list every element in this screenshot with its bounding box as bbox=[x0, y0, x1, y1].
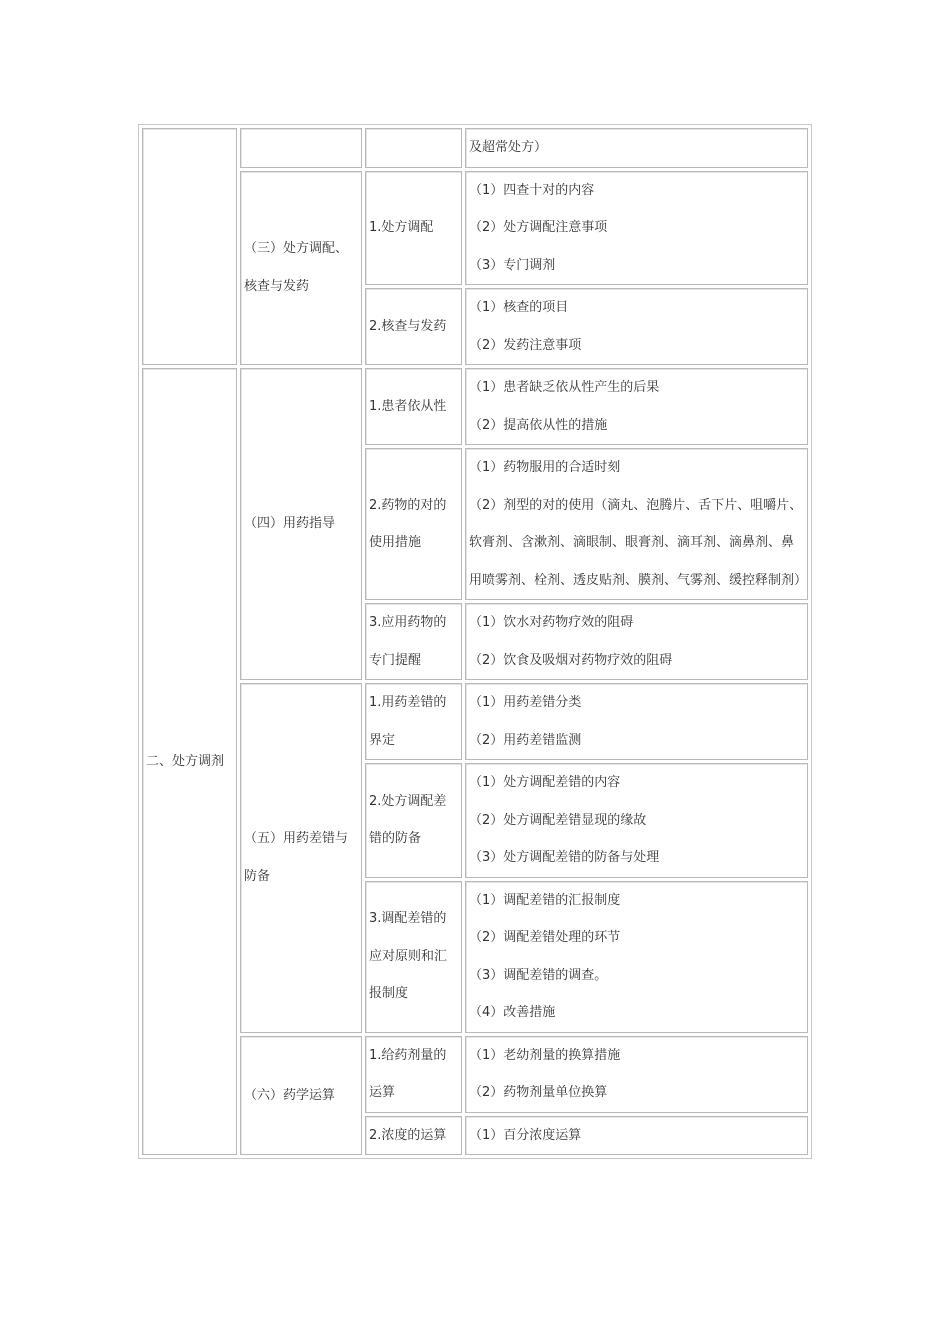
points-cell bbox=[465, 448, 808, 600]
section-title: 二、处方调剂 bbox=[146, 753, 225, 769]
subsection-cell bbox=[240, 128, 362, 168]
table-row bbox=[142, 171, 808, 286]
point-text: （1）老幼剂量的换算措施 bbox=[469, 1047, 621, 1063]
point-text: （1）百分浓度运算 bbox=[469, 1127, 582, 1143]
syllabus-table bbox=[138, 124, 812, 1159]
point-text: （1）处方调配差错的内容 bbox=[469, 775, 621, 790]
points-cell bbox=[465, 1036, 808, 1113]
point-text: （2）提高依从性的措施 bbox=[469, 417, 608, 433]
section-cell-blank bbox=[142, 128, 237, 365]
point-text: （2）剂型的对的使用（滴丸、泡腾片、舌下片、咀嚼片、软膏剂、含漱剂、滴眼制、眼膏剂、滴耳剂、滴鼻剂、鼻用喷雾剂、栓剂、透皮贴剂、膜剂、气雾剂、缓控释制剂） bbox=[469, 497, 808, 588]
point-text: （1）患者缺乏依从性产生的后果 bbox=[469, 380, 660, 395]
point-text: （1）用药差错分类 bbox=[469, 695, 582, 710]
point-text: （2）饮食及吸烟对药物疗效的阻碍 bbox=[469, 652, 673, 668]
points-cell bbox=[465, 683, 808, 760]
point-text: （2）发药注意事项 bbox=[469, 337, 582, 353]
point-text: （1）核查的项目 bbox=[469, 300, 569, 315]
item-cell: 2.处方调配差错的防备 bbox=[365, 763, 462, 878]
point-text: （1）调配差错的汇报制度 bbox=[469, 892, 621, 908]
section-cell bbox=[142, 368, 237, 1155]
point-text: （2）调配差错处理的环节 bbox=[469, 930, 621, 945]
item-cell: 1.处方调配 bbox=[365, 171, 462, 286]
table-row bbox=[142, 368, 808, 445]
point-text: （3）处方调配差错的防备与处理 bbox=[469, 850, 660, 865]
points-cell bbox=[465, 171, 808, 286]
point-text: （1）饮水对药物疗效的阻碍 bbox=[469, 615, 634, 630]
points-cell bbox=[465, 881, 808, 1033]
point-text: （4）改善措施 bbox=[469, 1005, 556, 1020]
point-text: （2）处方调配注意事项 bbox=[469, 220, 608, 235]
item-cell: 3.应用药物的专门提醒 bbox=[365, 603, 462, 680]
table-row bbox=[142, 128, 808, 168]
subsection-cell: （三）处方调配、核查与发药 bbox=[240, 171, 362, 366]
table-row bbox=[142, 1036, 808, 1113]
item-cell bbox=[365, 128, 462, 168]
point-text: （3）专门调剂 bbox=[469, 257, 556, 273]
point-text: 及超常处方） bbox=[469, 140, 548, 155]
point-text: （1）药物服用的合适时刻 bbox=[469, 460, 621, 475]
item-cell: 1.患者依从性 bbox=[365, 368, 462, 445]
points-cell bbox=[465, 603, 808, 680]
point-text: （3）调配差错的调查。 bbox=[469, 967, 608, 983]
item-cell: 3.调配差错的应对原则和汇报制度 bbox=[365, 881, 462, 1033]
point-text: （2）用药差错监测 bbox=[469, 732, 582, 748]
points-cell bbox=[465, 288, 808, 365]
table-row bbox=[142, 683, 808, 760]
item-cell: 2.浓度的运算 bbox=[365, 1116, 462, 1156]
item-cell: 1.用药差错的界定 bbox=[365, 683, 462, 760]
points-cell bbox=[465, 368, 808, 445]
subsection-cell: （五）用药差错与防备 bbox=[240, 683, 362, 1033]
points-cell bbox=[465, 128, 808, 168]
item-cell: 1.给药剂量的运算 bbox=[365, 1036, 462, 1113]
point-text: （1）四查十对的内容 bbox=[469, 182, 595, 198]
point-text: （2）处方调配差错显现的缘故 bbox=[469, 812, 647, 828]
points-cell bbox=[465, 1116, 808, 1156]
subsection-cell: （六）药学运算 bbox=[240, 1036, 362, 1156]
item-cell: 2.核查与发药 bbox=[365, 288, 462, 365]
subsection-cell: （四）用药指导 bbox=[240, 368, 362, 680]
item-cell: 2.药物的对的使用措施 bbox=[365, 448, 462, 600]
points-cell bbox=[465, 763, 808, 878]
point-text: （2）药物剂量单位换算 bbox=[469, 1085, 608, 1100]
